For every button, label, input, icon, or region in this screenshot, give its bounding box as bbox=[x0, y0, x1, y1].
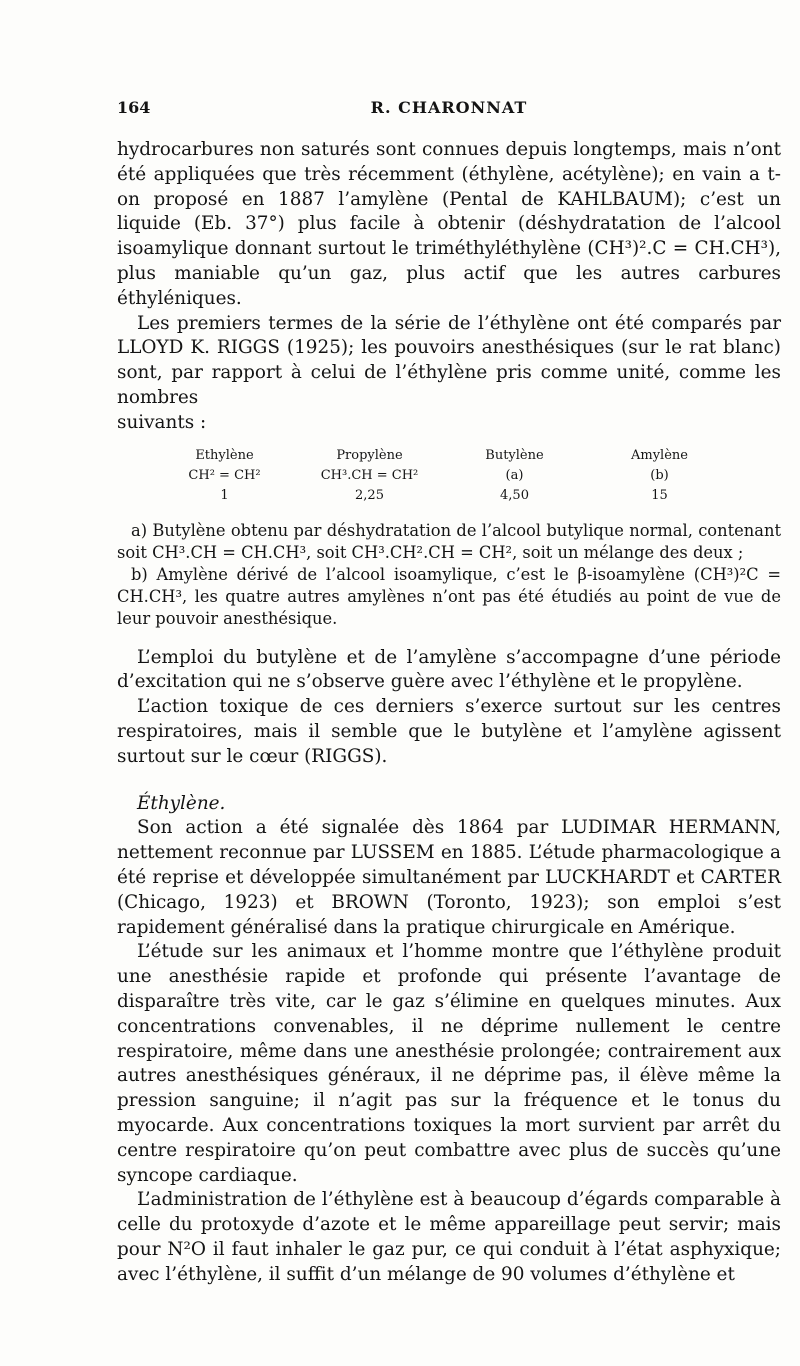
paragraph-5: Son action a été signalée dès 1864 par LUDIMAR HERMANN, nettement reconnue par LUSSEM en 1885. L’étude pharmacologique a été reprise et développée simultanément par LUCKHARDT et CARTER (Chicago, 1923) et BROWN (Toronto, 1923); son emploi s’est rapidement généralisé dans la pratique chirurgicale en Amérique. bbox=[117, 817, 781, 938]
paragraph-2: Les premiers termes de la série de l’éthylène ont été comparés par LLOYD K. RIGGS (1925); les pouvoirs anesthésiques (sur le rat blanc) sont, par rapport à celui de l’éthylène pris comme unité, comme les nombres bbox=[117, 312, 781, 408]
paragraph-6: L’étude sur les animaux et l’homme montre que l’éthylène produit une anesthésie rapide et profonde qui présente l’avantage de disparaître très vite, car le gaz s’élimine en quelques minutes. Aux concentrations convenables, il ne déprime nullement le centre respiratoire, même dans une anesthésie prolongée; contrairement aux autres anesthésiques généraux, il ne déprime pas, il élève même la pression sanguine; il n’agit pas sur la fréquence et le tonus du myocarde. Aux concentrations toxiques la mort survient par arrêt du centre respiratoire qu’on peut combattre avec plus de succès qu’une syncope cardiaque. bbox=[117, 941, 781, 1186]
running-title: R. CHARONNAT bbox=[370, 98, 528, 117]
table-cell: (a) bbox=[505, 467, 524, 483]
paragraph-7: L’administration de l’éthylène est à beaucoup d’égards comparable à celle du protoxyde d’azote et le même appareillage peut servir; mais pour N²O il faut inhaler le gaz pur, ce qui conduit à l’état asphyxique; avec l’éthylène, il suffit d’un mélange de 90 volumes d’éthylène et bbox=[117, 1189, 781, 1285]
table-cell: (b) bbox=[650, 467, 669, 483]
table-cell: CH³.CH = CH² bbox=[320, 467, 419, 483]
paragraph-4: L’action toxique de ces derniers s’exerce surtout sur les centres respiratoires, mais il semble que le butylène et l’amylène agissent surtout sur le cœur (RIGGS). bbox=[117, 696, 781, 767]
anesthetic-power-table bbox=[152, 446, 732, 506]
table-cell: CH² = CH² bbox=[188, 467, 261, 483]
table-formula-row bbox=[152, 466, 732, 486]
table-cell: 4,50 bbox=[500, 487, 529, 503]
table-notes bbox=[117, 520, 781, 630]
table-header: Propylène bbox=[336, 447, 403, 463]
table-cell: 2,25 bbox=[355, 487, 384, 503]
main-text bbox=[117, 138, 781, 1287]
paragraph-3: L’emploi du butylène et de l’amylène s’accompagne d’une période d’excitation qui ne s’observe guère avec l’éthylène et le propylène. bbox=[117, 646, 781, 693]
table-header-row bbox=[152, 446, 732, 466]
table-value-row bbox=[152, 486, 732, 506]
running-header bbox=[117, 98, 781, 122]
table-header: Amylène bbox=[631, 447, 688, 463]
note-a: a) Butylène obtenu par déshydratation de l’alcool butylique normal, contenant soit CH³.CH = CH.CH³, soit CH³.CH².CH = CH², soit un mélange des deux ; bbox=[117, 520, 781, 562]
section-subheading: Éthylène. bbox=[137, 792, 226, 814]
table-cell: 15 bbox=[651, 487, 668, 503]
paragraph-1: hydrocarbures non saturés sont connues depuis longtemps, mais n’ont été appliquées que très récemment (éthylène, acétylène); en vain a t-on proposé en 1887 l’amylène (Pental de KAHLBAUM); c’est un liquide (Eb. 37°) plus facile à obtenir (déshydratation de l’alcool isoamylique donnant surtout le triméthyléthylène (CH³)².C = CH.CH³), plus maniable qu’un gaz, plus actif que les autres carbures éthyléniques. bbox=[117, 139, 781, 309]
table-header: Ethylène bbox=[195, 447, 254, 463]
table-cell: 1 bbox=[220, 487, 229, 503]
note-b: b) Amylène dérivé de l’alcool isoamylique, c’est le β-isoamylène (CH³)²C = CH.CH³, les quatre autres amylènes n’ont pas été étudiés au point de vue de leur pouvoir anesthésique. bbox=[117, 564, 781, 628]
paragraph-2-end: suivants : bbox=[117, 411, 207, 433]
page-number: 164 bbox=[117, 98, 151, 117]
table-header: Butylène bbox=[485, 447, 544, 463]
